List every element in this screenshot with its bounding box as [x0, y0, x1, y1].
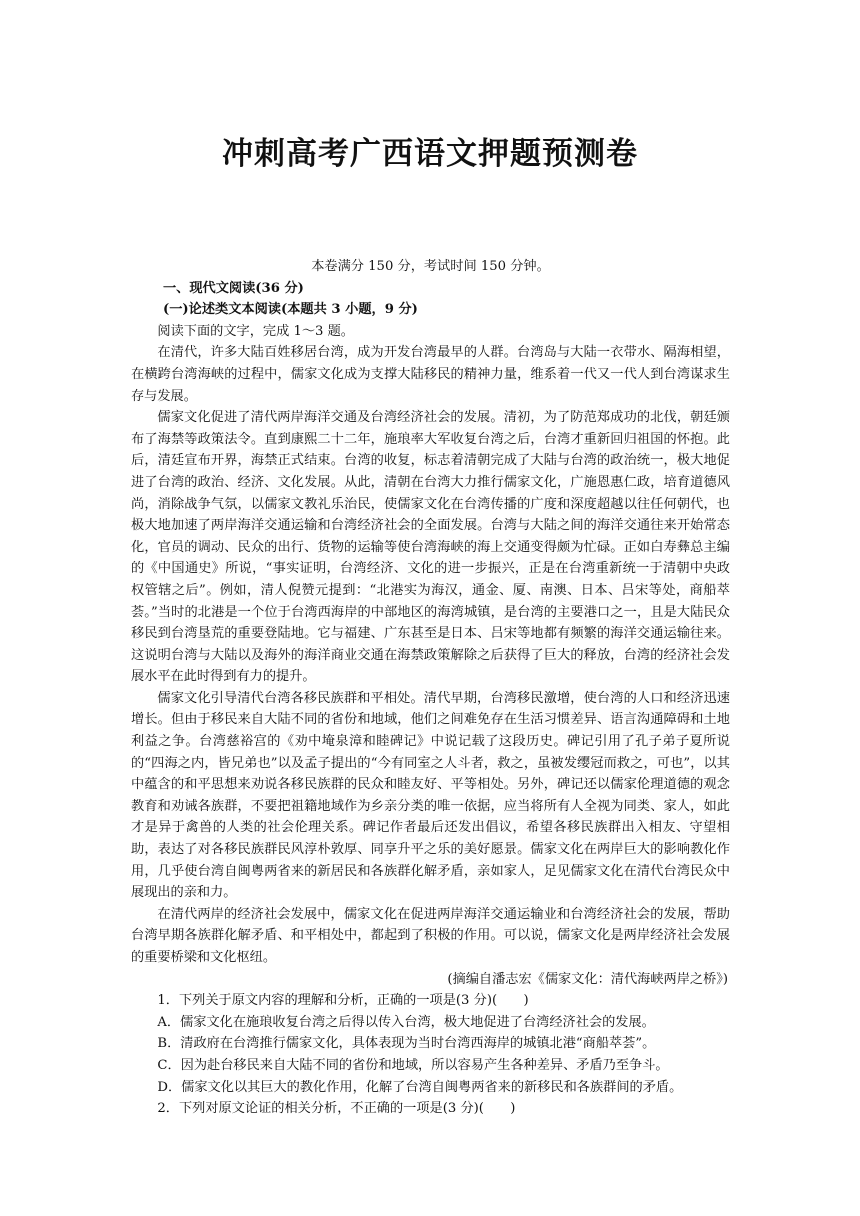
question-stem: 1．下列关于原文内容的理解和分析，正确的一项是(3 分)( ) — [157, 993, 529, 1009]
answer-option: A．儒家文化在施琅收复台湾之后得以传入台湾，极大地促进了台湾经济社会的发展。 — [157, 1014, 655, 1030]
reading-instruction: 阅读下面的文字，完成 1～3 题。 — [157, 323, 354, 339]
passage-paragraph: 在清代，许多大陆百姓移居台湾，成为开发台湾最早的人群。台湾岛与大陆一衣带水、隔海相望，在横跨台湾海峡的过程中，儒家文化成为支撑大陆移民的精神力量，维系着一代又一代人到台湾谋求生存与发展。 — [131, 345, 730, 404]
answer-option: C．因为赴台移民来自大陆不同的省份和地域，所以容易产生各种差异、矛盾乃至争斗。 — [157, 1057, 669, 1073]
exam-note: 本卷满分 150 分，考试时间 150 分钟。 — [311, 259, 550, 274]
question-stem: 2．下列对原文论证的相关分析，不正确的一项是(3 分)( ) — [157, 1101, 516, 1117]
page-title: 冲刺高考广西语文押题预测卷 — [222, 136, 638, 172]
passage-paragraph: 儒家文化促进了清代两岸海洋交通及台湾经济社会的发展。清初，为了防范郑成功的北伐，朝廷颁布了海禁等政策法令。直到康熙二十二年，施琅率大军收复台湾之后，台湾才重新回归祖国的怀抱。此后，清廷宣布开界，海禁正式结束。台湾的收复，标志着清朝完成了大陆与台湾的政治统一，极大地促进了台湾的政治、经济、文化发展。从此，清朝在台湾大力推行儒家文化，广施恩惠仁政，培育道德风尚，消除战争气氛，以儒家文教礼乐治民，使儒家文化在台湾传播的广度和深度超越以往任何朝代，也极大地加速了两岸海洋交通运输和台湾经济社会的全面发展。台湾与大陆之间的海洋交通往来开始常态化，官员的调动、民众的出行、货物的运输等使台湾海峡的海上交通变得颇为忙碌。正如白寿彝总主编的《中国通史》所说，“事实证明，台湾经济、文化的进一步振兴，正是在台湾重新统一于清朝中央政权管辖之后”。例如，清人倪赞元提到：“北港实为海汉，通金、厦、南澳、日本、吕宋等处，商船萃荟。”当时的北港是一个位于台湾西海岸的中部地区的海湾城镇，是台湾的主要港口之一，且是大陆民众移民到台湾垦荒的重要登陆地。它与福建、广东甚至是日本、吕宋等地都有频繁的海洋交通运输往来。这说明台湾与大陆以及海外的海洋商业交通在海禁政策解除之后获得了巨大的释放，台湾的经济社会发展水平在此时得到有力的提升。 — [131, 410, 730, 685]
subsection-heading: (一)论述类文本阅读(本题共 3 小题，9 分) — [163, 302, 418, 318]
exam-content — [131, 256, 730, 1120]
passage-paragraph: 在清代两岸的经济社会发展中，儒家文化在促进两岸海洋交通运输业和台湾经济社会的发展，帮助台湾早期各族群化解矛盾、和平相处中，都起到了积极的作用。可以说，儒家文化是两岸经济社会发展的重要桥梁和文化枢纽。 — [131, 906, 730, 965]
passage-source: (摘编自潘志宏《儒家文化：清代海峡两岸之桥》) — [447, 971, 728, 987]
answer-option: D．儒家文化以其巨大的教化作用，化解了台湾自闽粤两省来的新移民和各族群间的矛盾。 — [157, 1079, 683, 1095]
answer-option: B．清政府在台湾推行儒家文化，具体表现为当时台湾西海岸的城镇北港“商船萃荟”。 — [157, 1036, 656, 1052]
section-heading: 一、现代文阅读(36 分) — [163, 280, 304, 296]
passage-paragraph: 儒家文化引导清代台湾各移民族群和平相处。清代早期，台湾移民激增，使台湾的人口和经济迅速增长。但由于移民来自大陆不同的省份和地域，他们之间难免存在生活习惯差异、语言沟通障碍和土地利益之争。台湾慈裕宫的《劝中埯泉漳和睦碑记》中说记载了这段历史。碑记引用了孔子弟子夏所说的“四海之内，皆兄弟也”以及孟子提出的“今有同室之人斗者，救之，虽被发缨冠而救之，可也”，以其中蕴含的和平思想来劝说各移民族群的民众和睦友好、平等相处。另外，碑记还以儒家伦理道德的观念教育和劝诫各族群，不要把祖籍地域作为乡亲分类的唯一依据，应当将所有人全视为同类、家人，如此才是异于禽兽的人类的社会伦理关系。碑记作者最后还发出倡议，希望各移民族群出入相友、守望相助，表达了对各移民族群民风淳朴敦厚、同享升平之乐的美好愿景。儒家文化在两岸巨大的影响教化作用，几乎使台湾自闽粤两省来的新居民和各族群化解矛盾，亲如家人，足见儒家文化在清代台湾民众中展现出的亲和力。 — [131, 690, 730, 901]
